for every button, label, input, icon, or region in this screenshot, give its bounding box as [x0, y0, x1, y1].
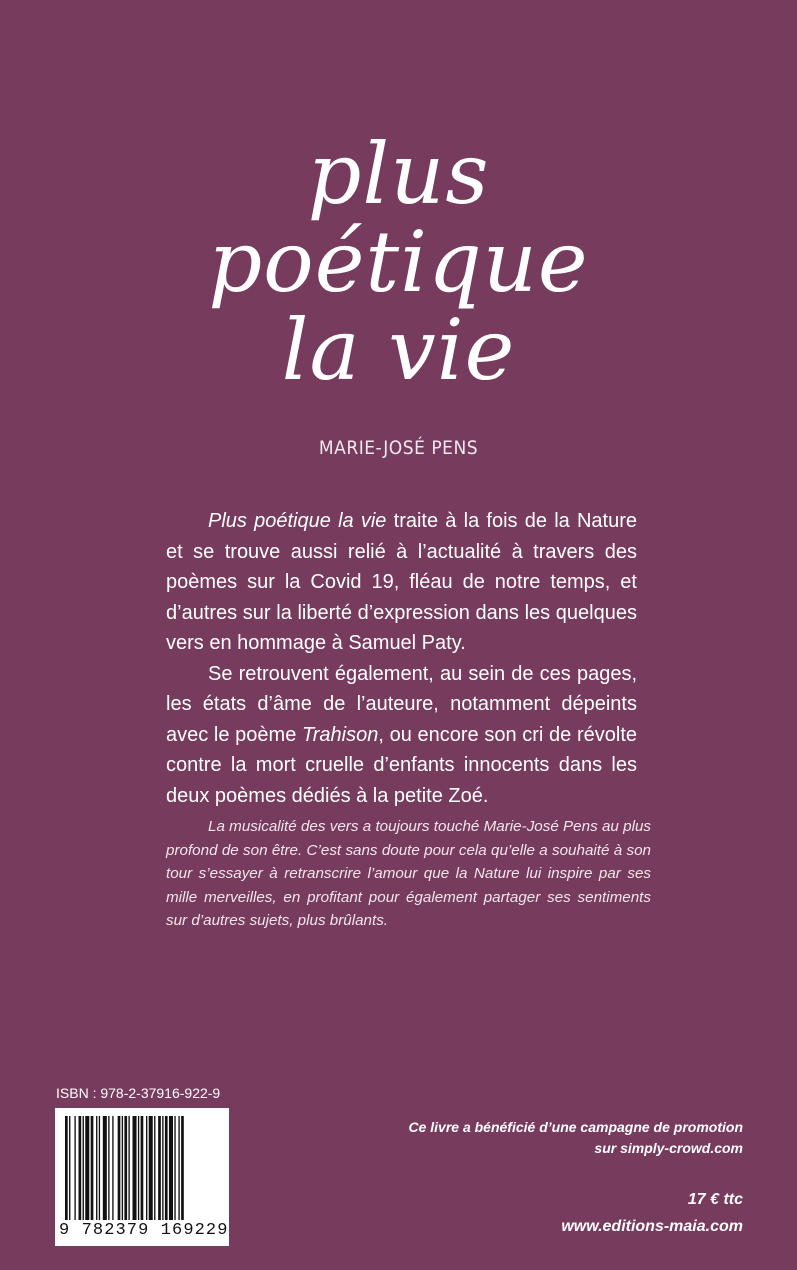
barcode-bar: [122, 1116, 123, 1220]
barcode-bar: [65, 1116, 68, 1220]
price: 17 € ttc: [687, 1191, 743, 1208]
barcode-bar: [69, 1116, 70, 1220]
author-note: [166, 815, 651, 933]
blurb-paragraph-1: [166, 506, 637, 659]
barcode-bar: [83, 1116, 84, 1220]
barcode-digits: 9 782379 169229: [59, 1221, 229, 1240]
barcode-bar: [178, 1116, 179, 1220]
barcode-bar: [149, 1116, 153, 1220]
barcode-bar: [112, 1116, 113, 1220]
author-note-paragraph: La musicalité des vers a toujours touché Marie-José Pens au plus profond de son être. C’est sans doute pour cela qu’elle a souhaité à son tour s’essayer à retranscrire l’amour que la Nature lui inspire par ses mille merveilles, en profitant pour également partager ses sentiments sur d’autres sujets, plus brûlants.: [166, 818, 651, 929]
poem-title-inline: Trahison: [302, 723, 379, 746]
publisher-website: www.editions-maia.com: [561, 1218, 743, 1235]
promotion-line-1: Ce livre a bénéficié d’une campagne de promotion: [408, 1119, 743, 1135]
barcode-bar: [146, 1116, 147, 1220]
title-line-3: la vie: [281, 301, 516, 399]
barcode: [55, 1108, 229, 1246]
barcode-bar: [124, 1116, 127, 1220]
isbn-label: ISBN : 978-2-37916-922-9: [56, 1085, 221, 1101]
barcode-bar: [96, 1116, 97, 1220]
barcode-bar: [165, 1116, 168, 1220]
promotion-line-2: sur simply-crowd.com: [594, 1140, 743, 1156]
barcode-bar: [74, 1116, 75, 1220]
barcode-bar: [118, 1116, 121, 1220]
barcode-bar: [174, 1116, 175, 1220]
barcode-bar: [133, 1116, 137, 1220]
blurb: [166, 506, 637, 811]
promotion-note: [323, 1117, 743, 1159]
barcode-bar: [158, 1116, 161, 1220]
barcode-bar: [85, 1116, 89, 1220]
barcode-bar: [103, 1116, 107, 1220]
barcode-bar: [79, 1116, 82, 1220]
book-title-inline: Plus poétique la vie: [208, 510, 387, 532]
title-line-2: poétique: [208, 213, 589, 311]
blurb-paragraph-2-end: , ou encore son cri de révolte contre la mort cruelle d’enfants innocents dans les deux poèmes dédiés à la petite Zoé.: [166, 723, 638, 807]
barcode-bar: [91, 1116, 94, 1220]
barcode-bar: [128, 1116, 129, 1220]
book-title: [0, 125, 797, 399]
barcode-bar: [154, 1116, 155, 1220]
author-name: MARIE-JOSÉ PENS: [318, 437, 479, 459]
blurb-paragraph-2-start: Se retrouvent également, au sein de ces pages, les états d’âme de l’auteure, notamment dépeints avec le poème: [166, 662, 637, 746]
blurb-paragraph-2: [166, 659, 637, 812]
title-line-1: plus: [307, 125, 490, 223]
blurb-paragraph-1-text: traite à la fois de la Nature et se trouve aussi relié à l’actualité à travers des poèmes sur la Covid 19, fléau de notre temps, et d’autres sur la liberté d’expression dans les quelques vers en hommage à Samuel Paty.: [166, 510, 638, 654]
barcode-bar: [138, 1116, 139, 1220]
barcode-bar: [108, 1116, 109, 1220]
barcode-bar: [169, 1116, 173, 1220]
barcode-bar: [181, 1116, 184, 1220]
barcode-bar: [162, 1116, 163, 1220]
barcode-bar: [141, 1116, 144, 1220]
barcode-bar: [99, 1116, 100, 1220]
